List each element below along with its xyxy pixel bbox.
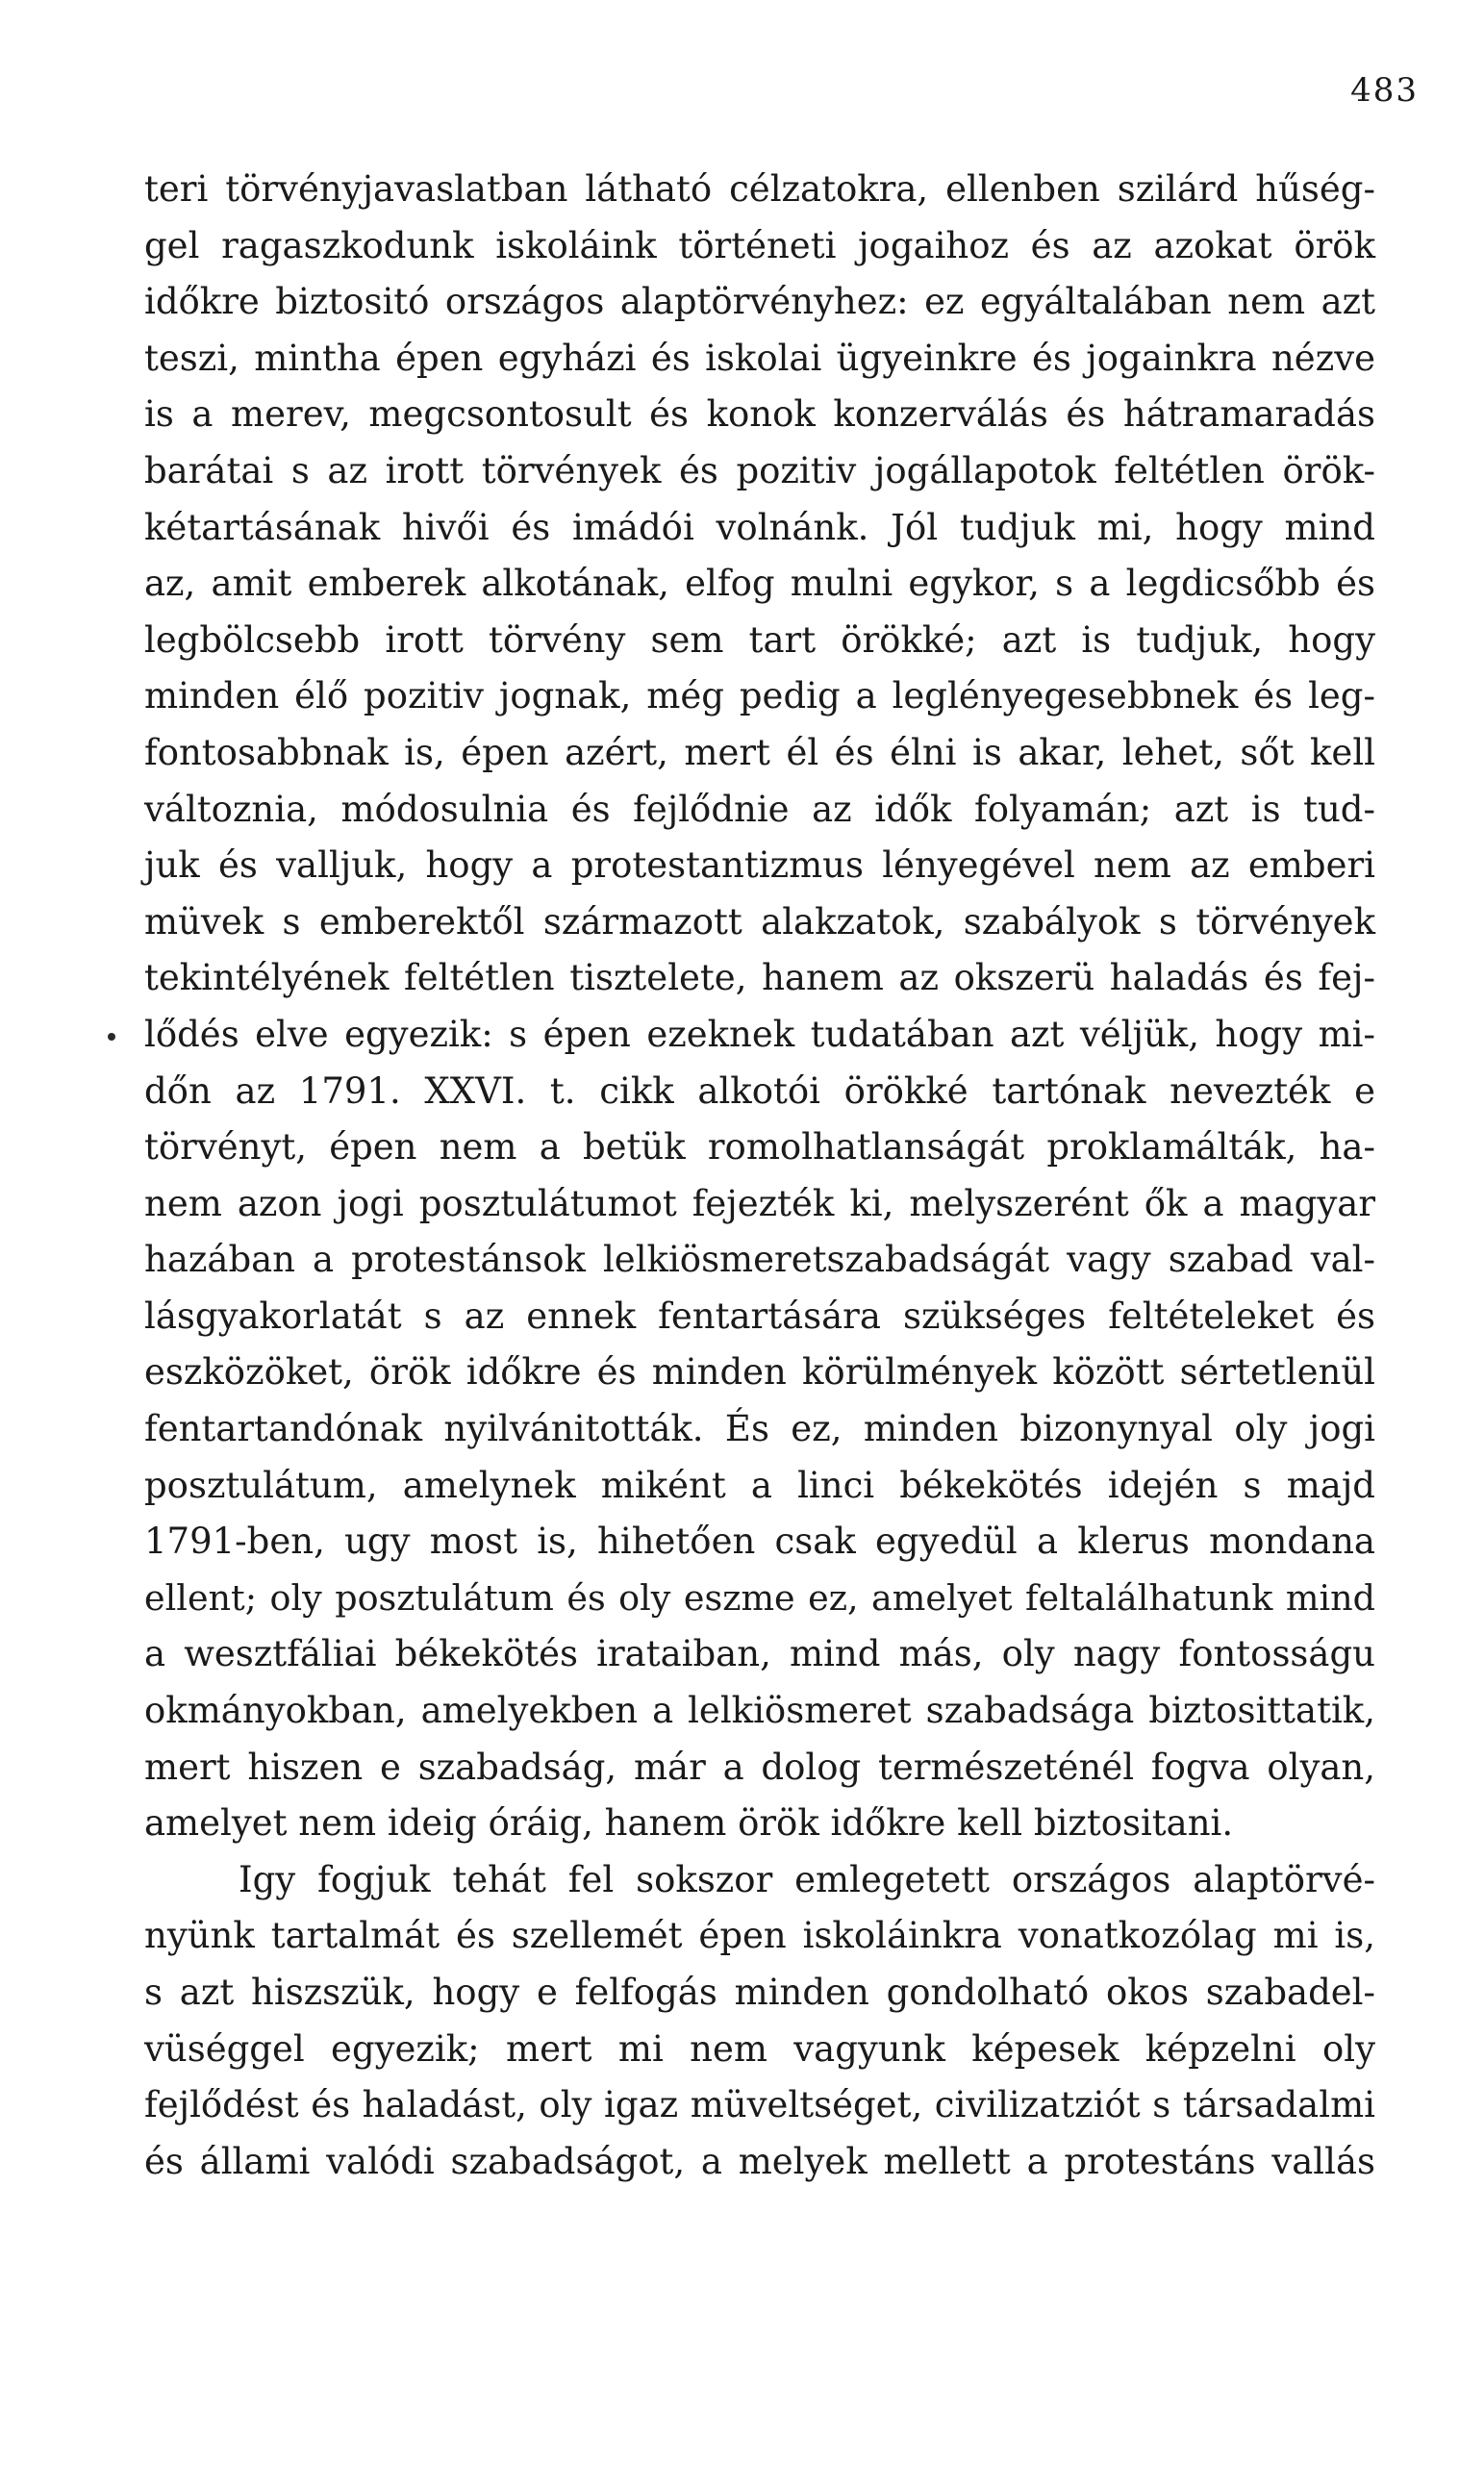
text-line: kétartásának hivői és imádói volnánk. Jól tudjuk mi, hogy mind (144, 506, 1375, 548)
text-line: juk és valljuk, hogy a protestantizmus lényegével nem az emberi (144, 844, 1375, 887)
text-line: eszközöket, örök időkre és minden körülmények között sértetlenül (144, 1351, 1375, 1394)
text-line: időkre biztositó országos alaptörvényhez: ez egyáltalában nem azt (144, 281, 1375, 323)
paragraph-end-line: amelyet nem ideig óráig, hanem örök időkre kell biztositani. (144, 1802, 1234, 1845)
text-line: lődés elve egyezik: s épen ezeknek tudatában azt véljük, hogy mi- (144, 1013, 1375, 1055)
text-line: változnia, módosulnia és fejlődnie az idők folyamán; azt is tud- (144, 788, 1375, 830)
text-line: tekintélyének feltétlen tisztelete, hanem az okszerü haladás és fej- (144, 957, 1375, 999)
text-line: teszi, mintha épen egyházi és iskolai ügyeinkre és jogainkra nézve (144, 337, 1375, 379)
text-line: barátai s az irott törvények és pozitiv jogállapotok feltétlen örök- (144, 449, 1375, 491)
text-line: az, amit emberek alkotának, elfog mulni egykor, s a legdicsőbb és (144, 563, 1375, 605)
text-line: ellent; oly posztulátum és oly eszme ez, amelyet feltalálhatunk mind (144, 1576, 1375, 1619)
text-line: lásgyakorlatát s az ennek fentartására szükséges feltételeket és (144, 1295, 1375, 1337)
text-line: is a merev, megcsontosult és konok konzerválás és hátramaradás (144, 393, 1375, 436)
text-line: mert hiszen e szabadság, már a dolog természeténél fogva olyan, (144, 1746, 1375, 1788)
text-line: legbölcsebb irott törvény sem tart örökké; azt is tudjuk, hogy (144, 618, 1375, 661)
text-line: vüséggel egyezik; mert mi nem vagyunk képesek képzelni oly (144, 2027, 1375, 2070)
paragraph-start-line: Igy fogjuk tehát fel sokszor emlegetett országos alaptörvé- (239, 1858, 1375, 1900)
text-line: okmányokban, amelyekben a lelkiösmeret szabadsága biztosittatik, (144, 1690, 1375, 1732)
margin-mark (108, 1033, 115, 1041)
text-line: nem azon jogi posztulátumot fejezték ki, melyszerént ők a magyar (144, 1182, 1375, 1224)
text-line: és állami valódi szabadságot, a melyek mellett a protestáns vallás (144, 2140, 1375, 2182)
text-line: minden élő pozitiv jognak, még pedig a leglényegesebbnek és leg- (144, 675, 1375, 717)
text-line: törvényt, épen nem a betük romolhatlanságát proklamálták, ha- (144, 1126, 1375, 1169)
text-line: dőn az 1791. XXVI. t. cikk alkotói örökké tartónak nevezték e (144, 1069, 1375, 1112)
text-line: fentartandónak nyilvánitották. És ez, minden bizonynyal oly jogi (144, 1408, 1375, 1450)
text-line: a wesztfáliai békekötés irataiban, mind más, oly nagy fontosságu (144, 1633, 1375, 1675)
text-line: hazában a protestánsok lelkiösmeretszabadságát vagy szabad val- (144, 1239, 1375, 1281)
text-line: 1791-ben, ugy most is, hihetően csak egyedül a klerus mondana (144, 1521, 1375, 1563)
page-number: 483 (1350, 71, 1419, 110)
body-text (144, 162, 1375, 2190)
text-line: fontosabbnak is, épen azért, mert él és élni is akar, lehet, sőt kell (144, 731, 1375, 773)
text-line: gel ragaszkodunk iskoláink történeti jogaihoz és az azokat örök (144, 224, 1375, 266)
text-line: nyünk tartalmát és szellemét épen iskoláinkra vonatkozólag mi is, (144, 1915, 1375, 1957)
text-line: müvek s emberektől származott alakzatok, szabályok s törvények (144, 900, 1375, 943)
text-line: posztulátum, amelynek miként a linci békekötés idején s majd (144, 1464, 1375, 1506)
text-line: fejlődést és haladást, oly igaz müveltséget, civilizatziót s társadalmi (144, 2084, 1375, 2126)
text-line: s azt hiszszük, hogy e felfogás minden gondolható okos szabadel- (144, 1972, 1375, 2013)
text-line: teri törvényjavaslatban látható célzatokra, ellenben szilárd hűség- (144, 168, 1375, 210)
